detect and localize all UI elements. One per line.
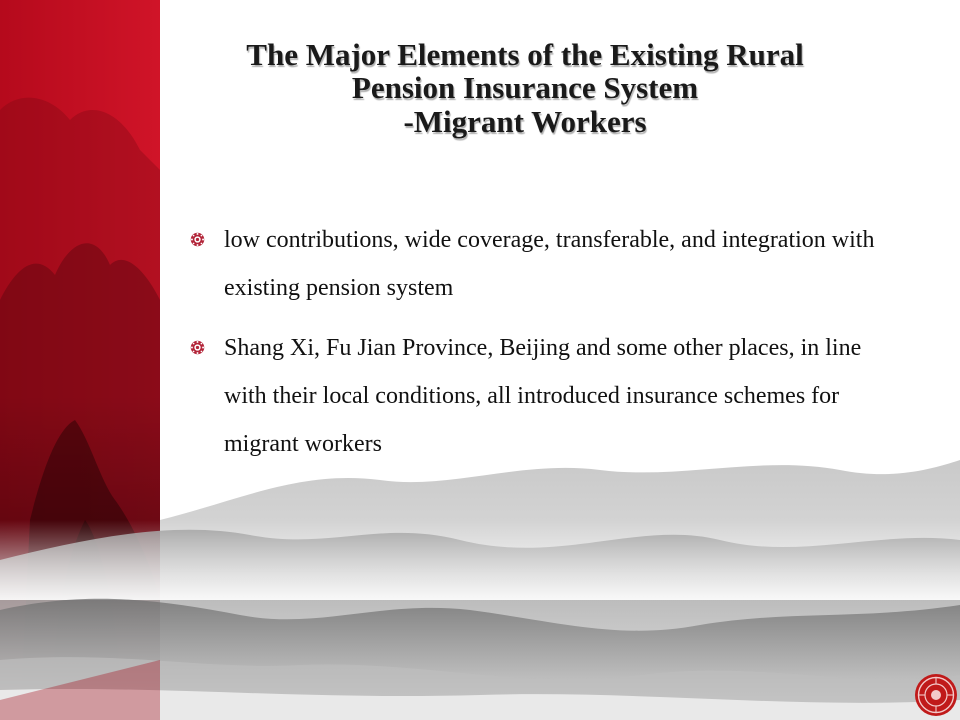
bullet-item bbox=[187, 324, 877, 468]
bullet-item bbox=[187, 216, 877, 312]
title-line-3: -Migrant Workers bbox=[403, 103, 647, 139]
title-line-1: The Major Elements of the Existing Rural bbox=[246, 37, 804, 72]
bullet-text: low contributions, wide coverage, transferable, and integration with existing pension system bbox=[224, 227, 875, 301]
slide-title bbox=[160, 38, 890, 138]
bullet-text: Shang Xi, Fu Jian Province, Beijing and some other places, in line with their local conditions, all introduced insurance schemes for migrant workers bbox=[224, 335, 862, 457]
flower-bullet-icon bbox=[190, 232, 205, 247]
bullet-list bbox=[187, 216, 877, 480]
title-line-2: Pension Insurance System bbox=[351, 70, 699, 106]
flower-bullet-icon bbox=[190, 340, 205, 355]
red-seal-icon bbox=[913, 672, 959, 718]
